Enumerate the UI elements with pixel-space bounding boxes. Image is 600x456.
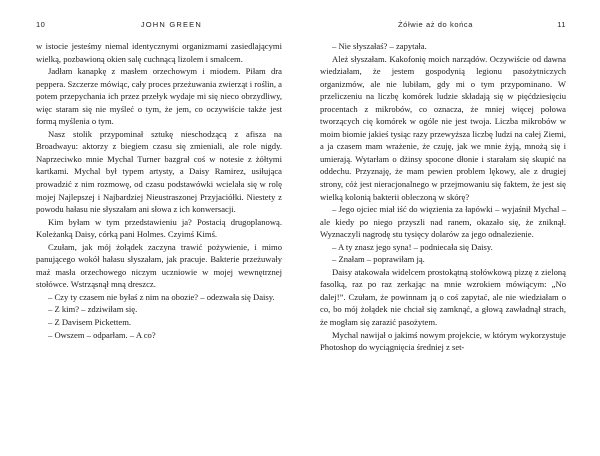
right-page-body [320, 40, 566, 354]
running-head: Żółwie aż do końca [398, 20, 474, 29]
paragraph: Daisy atakowała widelcem prostokątną stołówkową pizzę z zieloną fasolką, raz po raz zerkając na mnie wzrokiem mówiącym: „No dalej!”. Czułam, że powinnam ją o coś zapytać, ale nie wiedziałam o co, bo mój żołądek nie chciał się zamknąć, a głową zawładnął strach, że mogłam się zarazić pasożytem. [320, 266, 566, 328]
paragraph: w istocie jesteśmy niemal identycznymi organizmami zasiedlającymi wielką, pozbawioną okien salę cuchnącą lizolem i smalcem. [36, 41, 282, 64]
running-head: JOHN GREEN [140, 20, 202, 29]
paragraph: Jadłam kanapkę z masłem orzechowym i miodem. Piłam dra peppera. Szczerze mówiąc, cały proces przeżuwania zwierząt i roślin, a potem przepychania ich przez przełyk wydaje mi się nieco obrzydliwy, więc staram się nie myśleć o tym, że jem, co oczywiście także jest formą myślenia o tym. [36, 66, 282, 127]
paragraph: Kim byłam w tym przedstawieniu ja? Postacią drugoplanową. Koleżanką Daisy, córką pani Holmes. Czyimś Kimś. [36, 216, 282, 240]
right-page-header [320, 20, 566, 34]
paragraph: – Jego ojciec miał iść do więzienia za łapówki – wyjaśnił Mychal – ale kiedy po niego przyszli nad ranem, okazało się, że zniknął. Wyznaczyli nagrodę stu tysięcy dolarów za jego odnalezienie. [320, 204, 566, 240]
paragraph: Mychal nawijał o jakimś nowym projekcie, w którym wykorzystuje Photoshop do wyciągnięcia średniej z set- [320, 329, 566, 353]
dialogue-line: – Owszem – odparłam. – A co? [48, 329, 156, 340]
paragraph: Ależ słyszałam. Kakofonię moich narządów. Oczywiście od dawna wiedziałam, że jestem gospodynią legionu pasożytniczych organizmów, ale nie lubiłam, gdy mi o tym przypominano. W przeliczeniu na liczbę komórek ludzie składają się w pięćdziesięciu procentach z mikrobów, co oznacza, że mniej więcej połowa tworzących cię komórek w ogóle nie jest twoja. Liczba mikrobów w moim biomie jakieś tysiąc razy przewyższa liczbę ludzi na całej Ziemi, a ja czasem mam wrażenie, że czuję, jak we mnie żyją, mnożą się i umierają. Wytarłam o dżinsy spocone dłonie i starałam się skupić na oddechu. Przyznaję, że mam pewien problem lękowy, ale z drugiej strony, cóż jest nieracjonalnego w przejmowaniu się faktem, że jest się wielką kolonią bakterii obleczoną w skórę? [320, 53, 566, 202]
dialogue-line: – Znałam – poprawiłam ją. [332, 254, 425, 265]
left-page-header [36, 20, 282, 34]
right-page [300, 0, 600, 456]
dialogue-line: – Czy ty czasem nie byłaś z nim na obozie? – odezwała się Daisy. [48, 291, 275, 302]
dialogue-line: – Z Davisem Pickettem. [48, 317, 132, 328]
page-number: 11 [557, 20, 566, 29]
paragraph: Czułam, jak mój żołądek zaczyna trawić pożywienie, i mimo panującego wokół hałasu słyszałam, jak pracuje. Bakterie przeżuwały maź masła orzechowego niczym uczniowie w mojej wewnętrznej stołówce. Wstrząsnął mną dreszcz. [36, 241, 282, 290]
left-page-body [36, 40, 282, 341]
dialogue-line: – A ty znasz jego syna! – podniecała się Daisy. [332, 241, 493, 252]
page-number: 10 [36, 20, 46, 29]
dialogue-line: – Nie słyszałaś? – zapytała. [332, 41, 427, 51]
paragraph: Nasz stolik przypominał sztukę nieschodzącą z afisza na Broadwayu: aktorzy z biegiem czasu się zmieniali, ale role nigdy. Naprzeciwko mnie Mychal Turner bazgrał coś w notesie z żółtymi kartkami. Mychal był typem artysty, a Daisy Ramirez, usiłująca prowadzić z nim rozmowę, od czasu podstawówki wcielała się w rolę mojej Najlepszej i Najbardziej Nieustraszonej Przyjaciółki. Niestety z powodu hałasu nie słyszałam ani słowa z ich konwersacji. [36, 128, 282, 215]
dialogue-line: – Z kim? – zdziwiłam się. [48, 304, 138, 315]
